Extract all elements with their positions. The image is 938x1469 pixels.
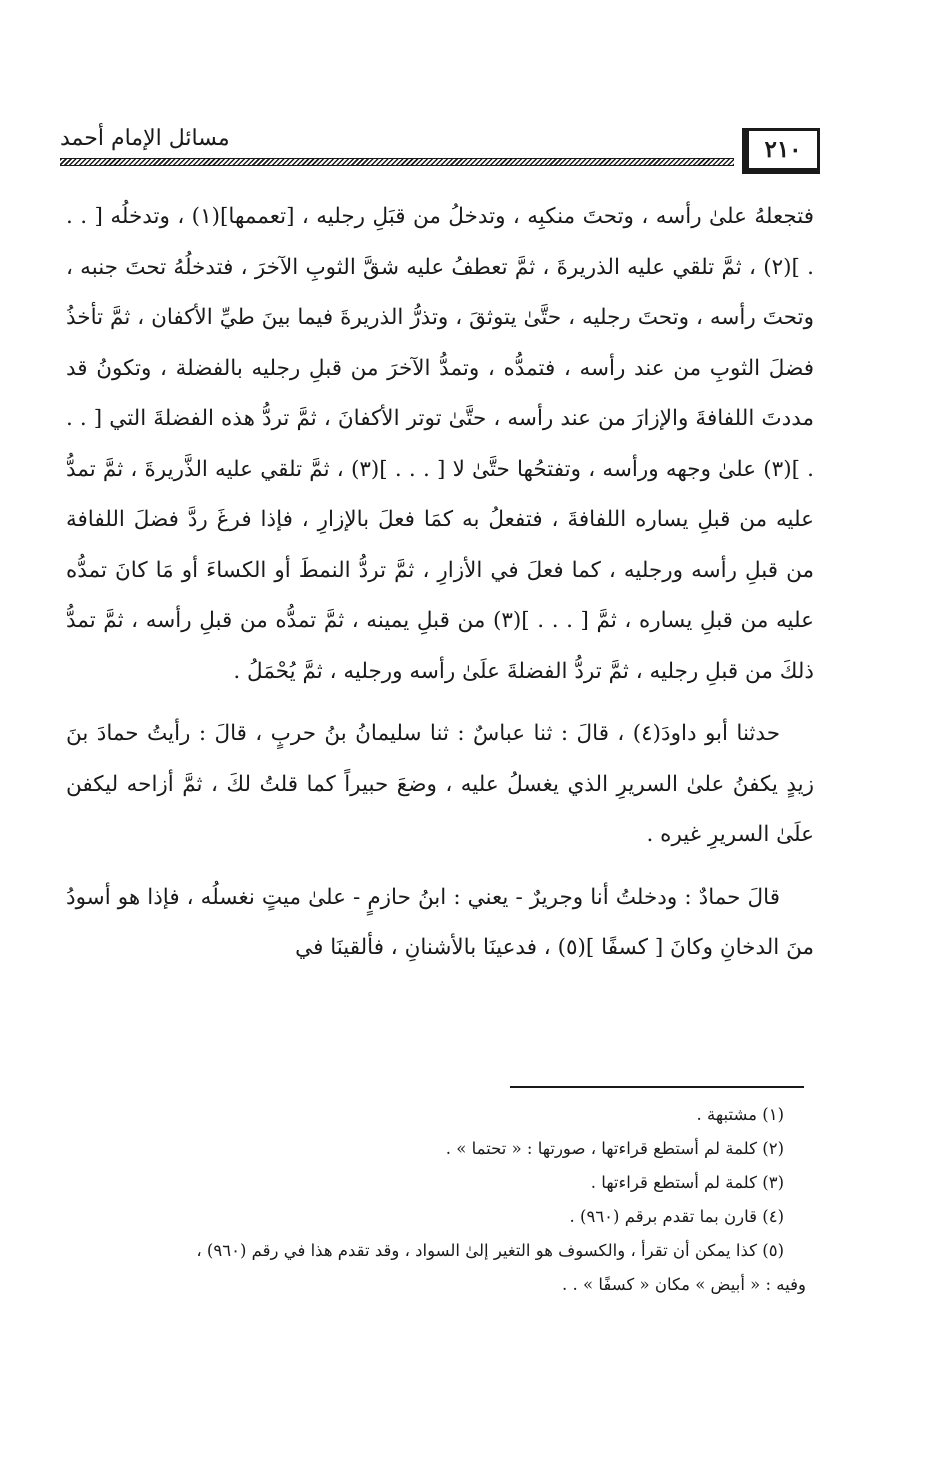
header-rule	[60, 158, 734, 166]
footnote-5-continuation: وفيه : « أبيض » مكان « كسفًا » . .	[562, 1275, 806, 1294]
footnote-separator	[510, 1086, 804, 1088]
running-title: مسائل الإمام أحمد	[60, 126, 230, 151]
body-paragraph-3: قالَ حمادٌ : ودخلتُ أنا وجريرٌ - يعني : ابنُ حازمٍ - علىٰ ميتٍ نغسلُه ، فإذا هو أسودُ منَ الدخانِ وكانَ [ كسفًا ](٥) ، فدعينَا بالأشنانِ ، فألقينَا في	[66, 884, 814, 960]
footnote-2: (٢) كلمة لم أستطع قراءتها ، صورتها : « تحتما » .	[445, 1139, 784, 1158]
footnote-3: (٣) كلمة لم أستطع قراءتها .	[590, 1173, 784, 1192]
footnote-4: (٤) قارن بما تقدم برقم (٩٦٠) .	[569, 1207, 784, 1226]
footnote-5: (٥) كذا يمكن أن تقرأ ، والكسوف هو التغير إلىٰ السواد ، وقد تقدم هذا في رقم (٩٦٠) ،	[196, 1241, 784, 1260]
body-paragraph-2: حدثنا أبو داودَ(٤) ، قالَ : ثنا عباسٌ : ثنا سليمانُ بنُ حربٍ ، قالَ : رأيتُ حمادَ بنَ زيدٍ يكفنُ علىٰ السريرِ الذي يغسلُ عليه ، وضعَ حبيراً كما قلتُ لكَ ، ثمَّ أزاحه ليكفن علَىٰ السريرِ غيره .	[66, 721, 814, 847]
main-text	[66, 192, 814, 974]
page-number: ٢١٠	[742, 128, 820, 174]
footnotes	[66, 1098, 806, 1302]
body-paragraph-1: فتجعلهُ علىٰ رأسه ، وتحتَ منكبِه ، وتدخلُ من قبَلِ رجليه ، [تعممها](١) ، وتدخلُه [ . . . ](٢) ، ثمَّ تلقي عليه الذريرةَ ، ثمَّ تعطفُ عليه شقَّ الثوبِ الآخرَ ، فتدخلُهُ تحتَ جنبه ، وتحتَ رأسه ، وتحتَ رجليه ، حتَّىٰ يتوثقَ ، وتذرُّ الذريرةَ فيما بينَ طيِّ الأكفان ، ثمَّ تأخذُ فضلَ الثوبِ من عند رأسه ، فتمدُّه ، وتمدُّ الآخرَ من قبلِ رجليه بالفضلة ، وتكونُ قد مددتَ اللفافةَ والإزارَ من عند رأسه ، حتَّىٰ توتر الأكفانَ ، ثمَّ تردُّ هذه الفضلةَ التي [ . . . ](٣) علىٰ وجهه ورأسه ، وتفتحُها حتَّىٰ لا [ . . . ](٣) ، ثمَّ تلقي عليه الذَّريرةَ ، ثمَّ تمدُّ عليه من قبلِ يساره اللفافةَ ، فتفعلُ به كمَا فعلَ بالإزارِ ، فإذا فرغَ ردَّ فضلَ اللفافة من قبلِ رأسه ورجليه ، كما فعلَ في الأزارِ ، ثمَّ تردُّ النمطَ أو الكساءَ أو مَا كانَ تمدُّه عليه من قبلِ يساره ، ثمَّ [ . . . ](٣) من قبلِ يمينه ، ثمَّ تمدُّه من قبلِ رأسه ، ثمَّ تمدُّ ذلكَ من قبلِ رجليه ، ثمَّ تردُّ الفضلةَ علَىٰ رأسه ورجليه ، ثمَّ يُحْمَلُ .	[66, 204, 815, 684]
page-header	[60, 118, 820, 188]
footnote-1: (١) مشتبهة .	[696, 1105, 784, 1124]
